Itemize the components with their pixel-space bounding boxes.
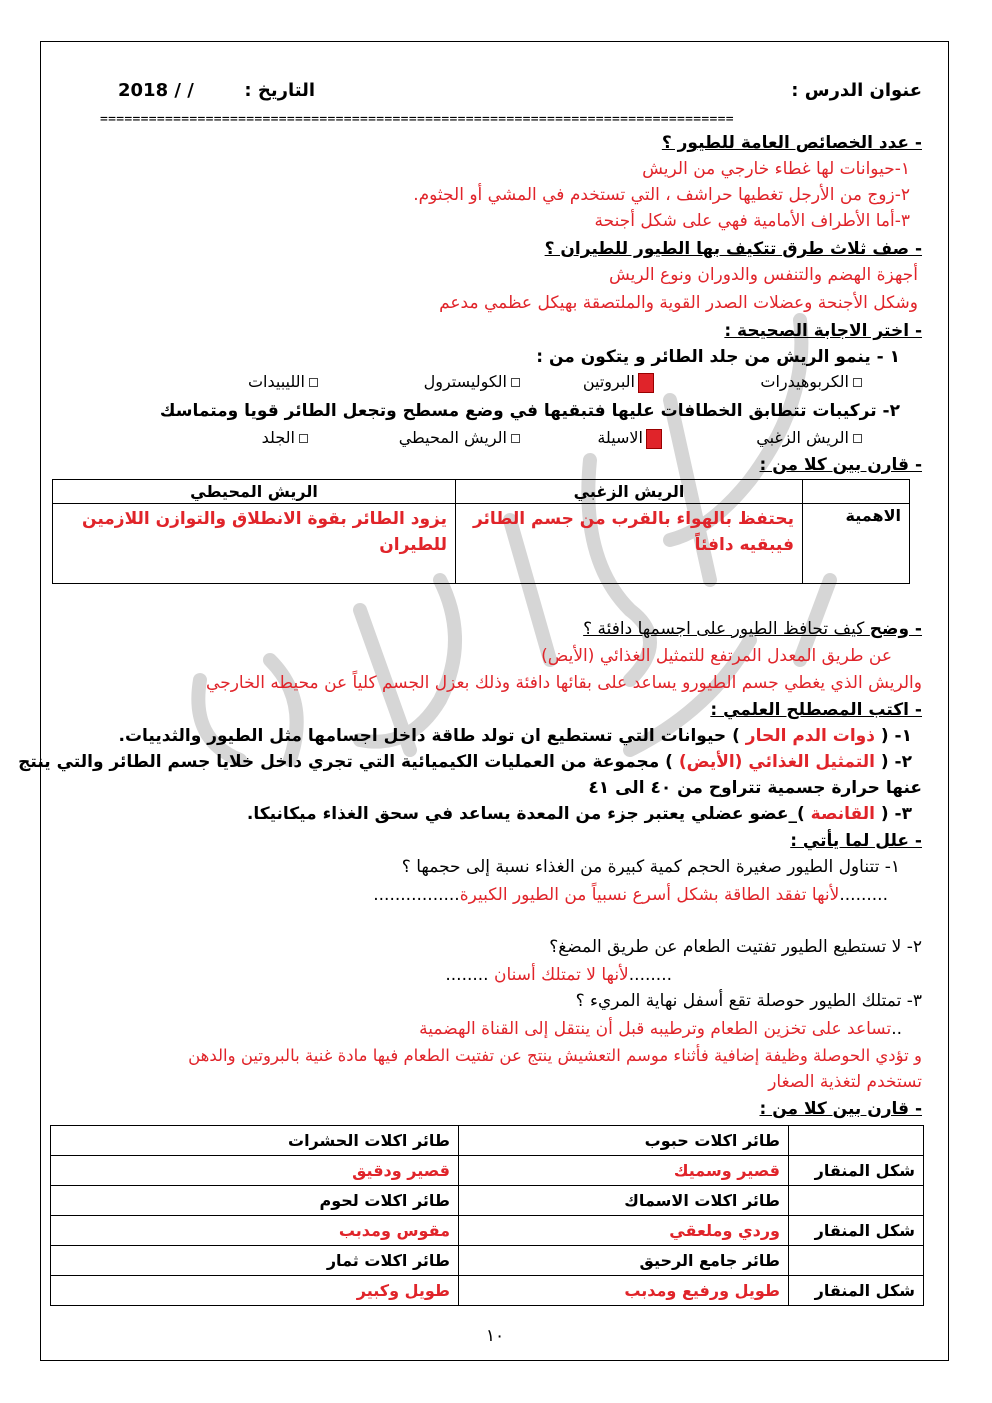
- q4-prompt: - قارن بين كلا من :: [759, 455, 922, 475]
- q6-prompt: - اكتب المصطلح العلمي :: [710, 700, 922, 720]
- col-header-contour-feathers: الريش المحيطي: [53, 480, 456, 504]
- checked-box-icon: [646, 429, 662, 449]
- checkbox-icon: [853, 434, 862, 443]
- table-row: طائر اكلات حبوب طائر اكلات الحشرات: [51, 1126, 924, 1156]
- q1-answer-3: ٣-أما الأطراف الأمامية فهي على شكل أجنحة: [594, 211, 910, 231]
- q3-item2-option-3[interactable]: الريش المحيطي: [399, 428, 520, 447]
- term-1: ذوات الدم الحار: [739, 726, 881, 746]
- checkbox-icon: [853, 378, 862, 387]
- table-row: شكل المنقار طويل ورفيع ومدبب طويل وكبير: [51, 1276, 924, 1306]
- q6-item-1: ١- ( ذوات الدم الحار ) حيوانات التي تستطيع ان تولد طاقة داخل اجسامها مثل الطيور والثدييات.: [118, 726, 912, 746]
- q5-answer-2: والريش الذي يغطي جسم الطيورو يساعد على بقائها دافئة وذلك بعزل الجسم كلياً عن محيطه الخارجي: [206, 673, 922, 693]
- feathers-comparison-table: [52, 479, 910, 584]
- q6-item-2-cont: عنها حرارة جسمية تتراوح من ٤٠ الى ٤١: [588, 778, 922, 798]
- q3-item1-stem: ١ - ينمو الريش من جلد الطائر و يتكون من :: [536, 347, 900, 367]
- q2-prompt: - صف ثلاث طرق تتكيف بها الطيور للطيران ؟: [544, 239, 922, 259]
- q5-prompt: - وضح كيف تحافظ الطيور على اجسمها دافئة ؟: [583, 619, 922, 639]
- q7-item1-answer: .........لأنها تفقد الطاقة بشكل أسرع نسبياً من الطيور الكبيرة................: [373, 885, 888, 905]
- term-2: التمثيل الغذائي (الأيض): [672, 752, 881, 772]
- page-number: ١٠: [485, 1326, 505, 1346]
- q2-answer-1: أجهزة الهضم والتنفس والدوران ونوع الريش: [608, 265, 918, 285]
- checkbox-icon: [299, 434, 308, 443]
- table-corner-cell: [803, 480, 910, 504]
- q7-prompt: - علل لما يأتي :: [790, 831, 922, 851]
- q3-item2-stem: ٢- تركيبات تتطابق الخطافات عليها فتبقيها في وضع مسطح وتجعل الطائر قويا ومتماسك: [159, 401, 900, 421]
- q3-item2-option-2[interactable]: الاسيلة: [597, 428, 662, 449]
- q5-answer-1: عن طريق المعدل المرتفع للتمثيل الغذائي (الأيض): [541, 646, 892, 666]
- q7-item2-question: ٢- لا تستطيع الطيور تفتيت الطعام عن طريق المضغ؟: [549, 937, 922, 957]
- q7-extra-line-2: تستخدم لتغذية الصغار: [768, 1072, 922, 1092]
- q1-answer-1: ١-حيوانات لها غطاء خارجي من الريش: [642, 159, 910, 179]
- checkbox-icon: [511, 378, 520, 387]
- q1-answer-2: ٢-زوج من الأرجل تغطيها حراشف ، التي تستخدم في المشي أو الجثوم.: [413, 185, 910, 205]
- q3-prompt: - اختر الاجابة الصحيحة :: [724, 321, 922, 341]
- col-header-down-feathers: الريش الزغبي: [456, 480, 803, 504]
- row-label-importance: الاهمية: [803, 504, 910, 584]
- table-row: طائر اكلات الاسماك طائر اكلات لحوم: [51, 1186, 924, 1216]
- cell-contour-feathers-importance: يزود الطائر بقوة الانطلاق والتوازن اللازمين للطيران: [53, 504, 456, 584]
- q7-item3-answer: ..تساعد على تخزين الطعام وترطيبه قبل أن ينتقل إلى القناة الهضمية: [419, 1019, 902, 1039]
- q7-item2-answer: ........لأنها لا تمتلك أسنان ........: [445, 965, 672, 985]
- q7-item3-question: ٣- تمتلك الطيور حوصلة تقع أسفل نهاية المريء ؟: [575, 991, 922, 1011]
- q3-item1-option-3[interactable]: الكوليسترول: [424, 372, 520, 391]
- q3-item1-option-2[interactable]: البروتين: [583, 372, 654, 393]
- q7-extra-line-1: و تؤدي الحوصلة وظيفة إضافية فأثناء موسم التعشيش ينتج عن تفتيت الطعام فيها مادة غنية بالبروتين والدهن: [188, 1046, 922, 1065]
- beaks-comparison-table: [50, 1125, 924, 1306]
- q3-item2-option-1[interactable]: الريش الزغبي: [756, 428, 862, 447]
- q3-item1-option-4[interactable]: الليبيدات: [248, 372, 318, 391]
- date-value: 2018 / /: [118, 80, 194, 101]
- q6-item-3: ٣- ( القانصة )_عضو عضلي يعتبر جزء من المعدة يساعد في سحق الغذاء ميكانيكا.: [246, 804, 912, 824]
- q3-item2-option-4[interactable]: الجلد: [262, 428, 308, 447]
- q8-prompt: - قارن بين كلا من :: [759, 1099, 922, 1119]
- checkbox-icon: [511, 434, 520, 443]
- table-row: شكل المنقار وردي وملعقي مقوس ومدبب: [51, 1216, 924, 1246]
- date-label: التاريخ :: [244, 80, 315, 101]
- cell-down-feathers-importance: يحتفظ بالهواء بالقرب من جسم الطائر فيبقيه دافئاً: [456, 504, 803, 584]
- q2-answer-2: وشكل الأجنحة وعضلات الصدر القوية والملتصقة بهيكل عظمي مدعم: [439, 293, 918, 313]
- header-divider: ==============================================================================: [100, 113, 734, 127]
- table-row: شكل المنقار قصير وسميك قصير ودقيق: [51, 1156, 924, 1186]
- q7-item1-question: ١- تتناول الطيور صغيرة الحجم كمية كبيرة من الغذاء نسبة إلى حجمها ؟: [401, 857, 900, 877]
- table-row: طائر جامع الرحيق طائر اكلات ثمار: [51, 1246, 924, 1276]
- lesson-title-label: عنوان الدرس :: [791, 80, 922, 101]
- q6-item-2: ٢- ( التمثيل الغذائي (الأيض) ) مجموعة من العمليات الكيميائية التي تجري داخل خلايا جسم الطائر والتي ينتج: [18, 752, 912, 772]
- term-3: القانصة: [804, 804, 881, 824]
- q1-prompt: - عدد الخصائص العامة للطيور ؟: [661, 133, 922, 153]
- checkbox-icon: [309, 378, 318, 387]
- q3-item1-option-1[interactable]: الكربوهيدرات: [760, 372, 862, 391]
- checked-box-icon: [638, 373, 654, 393]
